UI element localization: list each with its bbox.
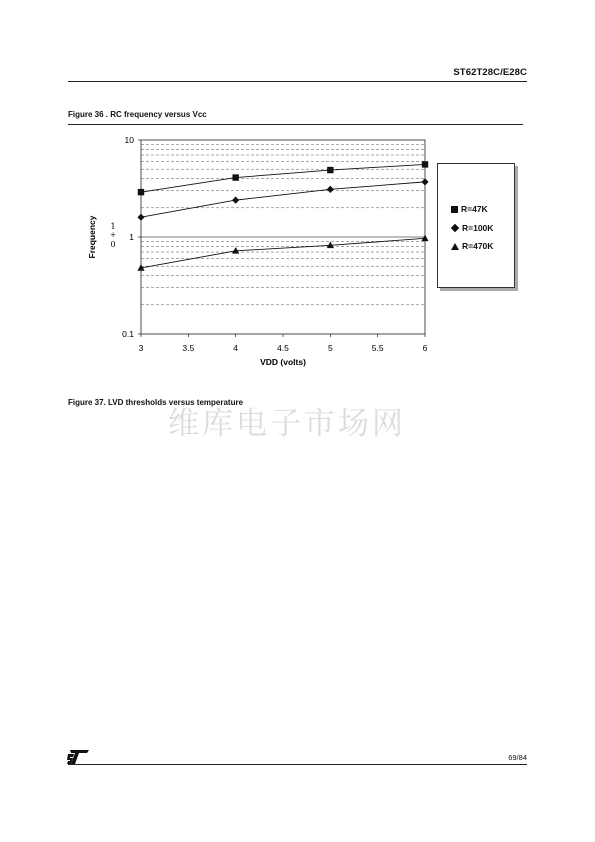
data-point-square [422,161,428,167]
x-tick-label: 5 [327,343,333,353]
chart-legend [437,163,515,288]
legend-label-470k: R=470K [462,241,494,251]
y-tick-label: 10 [124,135,134,145]
data-point-diamond [232,197,239,204]
y-axis-glyph-top: 1 [110,222,116,231]
footer-rule [68,764,527,765]
data-point-diamond [327,186,334,193]
series-line-1 [141,182,425,217]
st-logo-icon [67,750,89,764]
legend-item-100k [451,223,493,233]
data-point-diamond [137,214,144,221]
series-line-2 [141,238,425,268]
y-tick-label: 0.1 [122,329,134,339]
x-tick-label: 3.5 [182,343,195,353]
y-axis-glyph-bottom: 0 [110,240,116,249]
x-tick-label: 6 [422,343,428,353]
data-point-triangle [421,234,428,241]
series-line-0 [141,164,425,192]
x-tick-label: 4.5 [277,343,289,353]
legend-label-100k: R=100K [462,223,494,233]
square-marker-icon [451,206,458,213]
x-tick-label: 4 [233,343,239,353]
y-axis-glyph-mid: + [110,231,116,239]
figure-36-title: Figure 36 . RC frequency versus Vcc [68,110,207,119]
y-axis-label: Frequency [87,215,97,259]
data-point-square [138,189,144,195]
document-id: ST62T28C/E28C [453,67,527,78]
legend-item-47k [451,204,488,214]
chart-grid [141,144,425,304]
watermark: 维库电子市场网 [168,406,406,442]
x-tick-label: 3 [138,343,144,353]
legend-label-47k: R=47K [461,204,488,214]
x-tick-label: 5.5 [371,343,384,353]
legend-item-470k [451,241,493,251]
x-axis-label: VDD (volts) [260,357,306,367]
triangle-marker-icon [451,243,459,250]
axis-ticks [122,135,427,353]
data-point-diamond [421,178,428,185]
figure-37-title: Figure 37. LVD thresholds versus temperature [68,398,244,407]
diamond-marker-icon [451,224,459,232]
data-point-square [232,174,238,180]
data-point-square [327,167,333,173]
chart-series [137,161,428,270]
page-number: 69/84 [508,753,527,762]
y-tick-label: 1 [129,232,134,242]
